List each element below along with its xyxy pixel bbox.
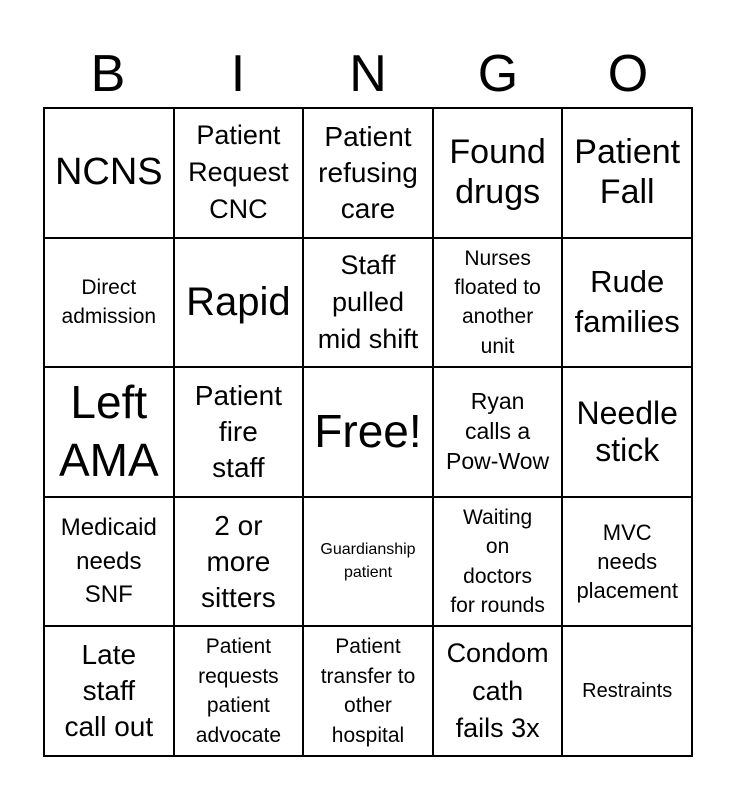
bingo-cell[interactable]: Ryan calls a Pow-Wow — [433, 367, 563, 497]
bingo-cell[interactable]: NCNS — [44, 108, 174, 238]
bingo-cell[interactable]: Waiting on doctors for rounds — [433, 497, 563, 627]
bingo-header — [43, 40, 693, 108]
bingo-cell[interactable]: Direct admission — [44, 238, 174, 368]
bingo-cell[interactable]: Rude families — [562, 238, 692, 368]
header-letter-n: N — [349, 45, 387, 103]
bingo-cell[interactable]: Left AMA — [44, 367, 174, 497]
bingo-cell[interactable]: Needle stick — [562, 367, 692, 497]
bingo-cell[interactable]: Patient requests patient advocate — [174, 626, 304, 756]
header-letter-o: O — [607, 45, 649, 103]
bingo-cell[interactable]: Condom cath fails 3x — [433, 626, 563, 756]
bingo-cell[interactable]: MVC needs placement — [562, 497, 692, 627]
bingo-cell[interactable]: Patient fire staff — [174, 367, 304, 497]
header-letter-g: G — [477, 45, 519, 103]
bingo-cell[interactable]: Rapid — [174, 238, 304, 368]
bingo-cell[interactable]: Patient Request CNC — [174, 108, 304, 238]
bingo-cell[interactable]: Patient refusing care — [303, 108, 433, 238]
header-letter-b: B — [90, 45, 126, 103]
bingo-cell[interactable]: Patient transfer to other hospital — [303, 626, 433, 756]
bingo-cell[interactable]: Restraints — [562, 626, 692, 756]
bingo-board — [43, 107, 693, 757]
bingo-cell[interactable]: 2 or more sitters — [174, 497, 304, 627]
header-letter-i: I — [230, 45, 246, 103]
bingo-cell[interactable]: Nurses floated to another unit — [433, 238, 563, 368]
bingo-cell[interactable]: Late staff call out — [44, 626, 174, 756]
bingo-cell[interactable]: Medicaid needs SNF — [44, 497, 174, 627]
bingo-cell[interactable]: Guardianship patient — [303, 497, 433, 627]
bingo-free-space[interactable]: Free! — [303, 367, 433, 497]
bingo-cell[interactable]: Staff pulled mid shift — [303, 238, 433, 368]
bingo-cell[interactable]: Found drugs — [433, 108, 563, 238]
bingo-cell[interactable]: Patient Fall — [562, 108, 692, 238]
